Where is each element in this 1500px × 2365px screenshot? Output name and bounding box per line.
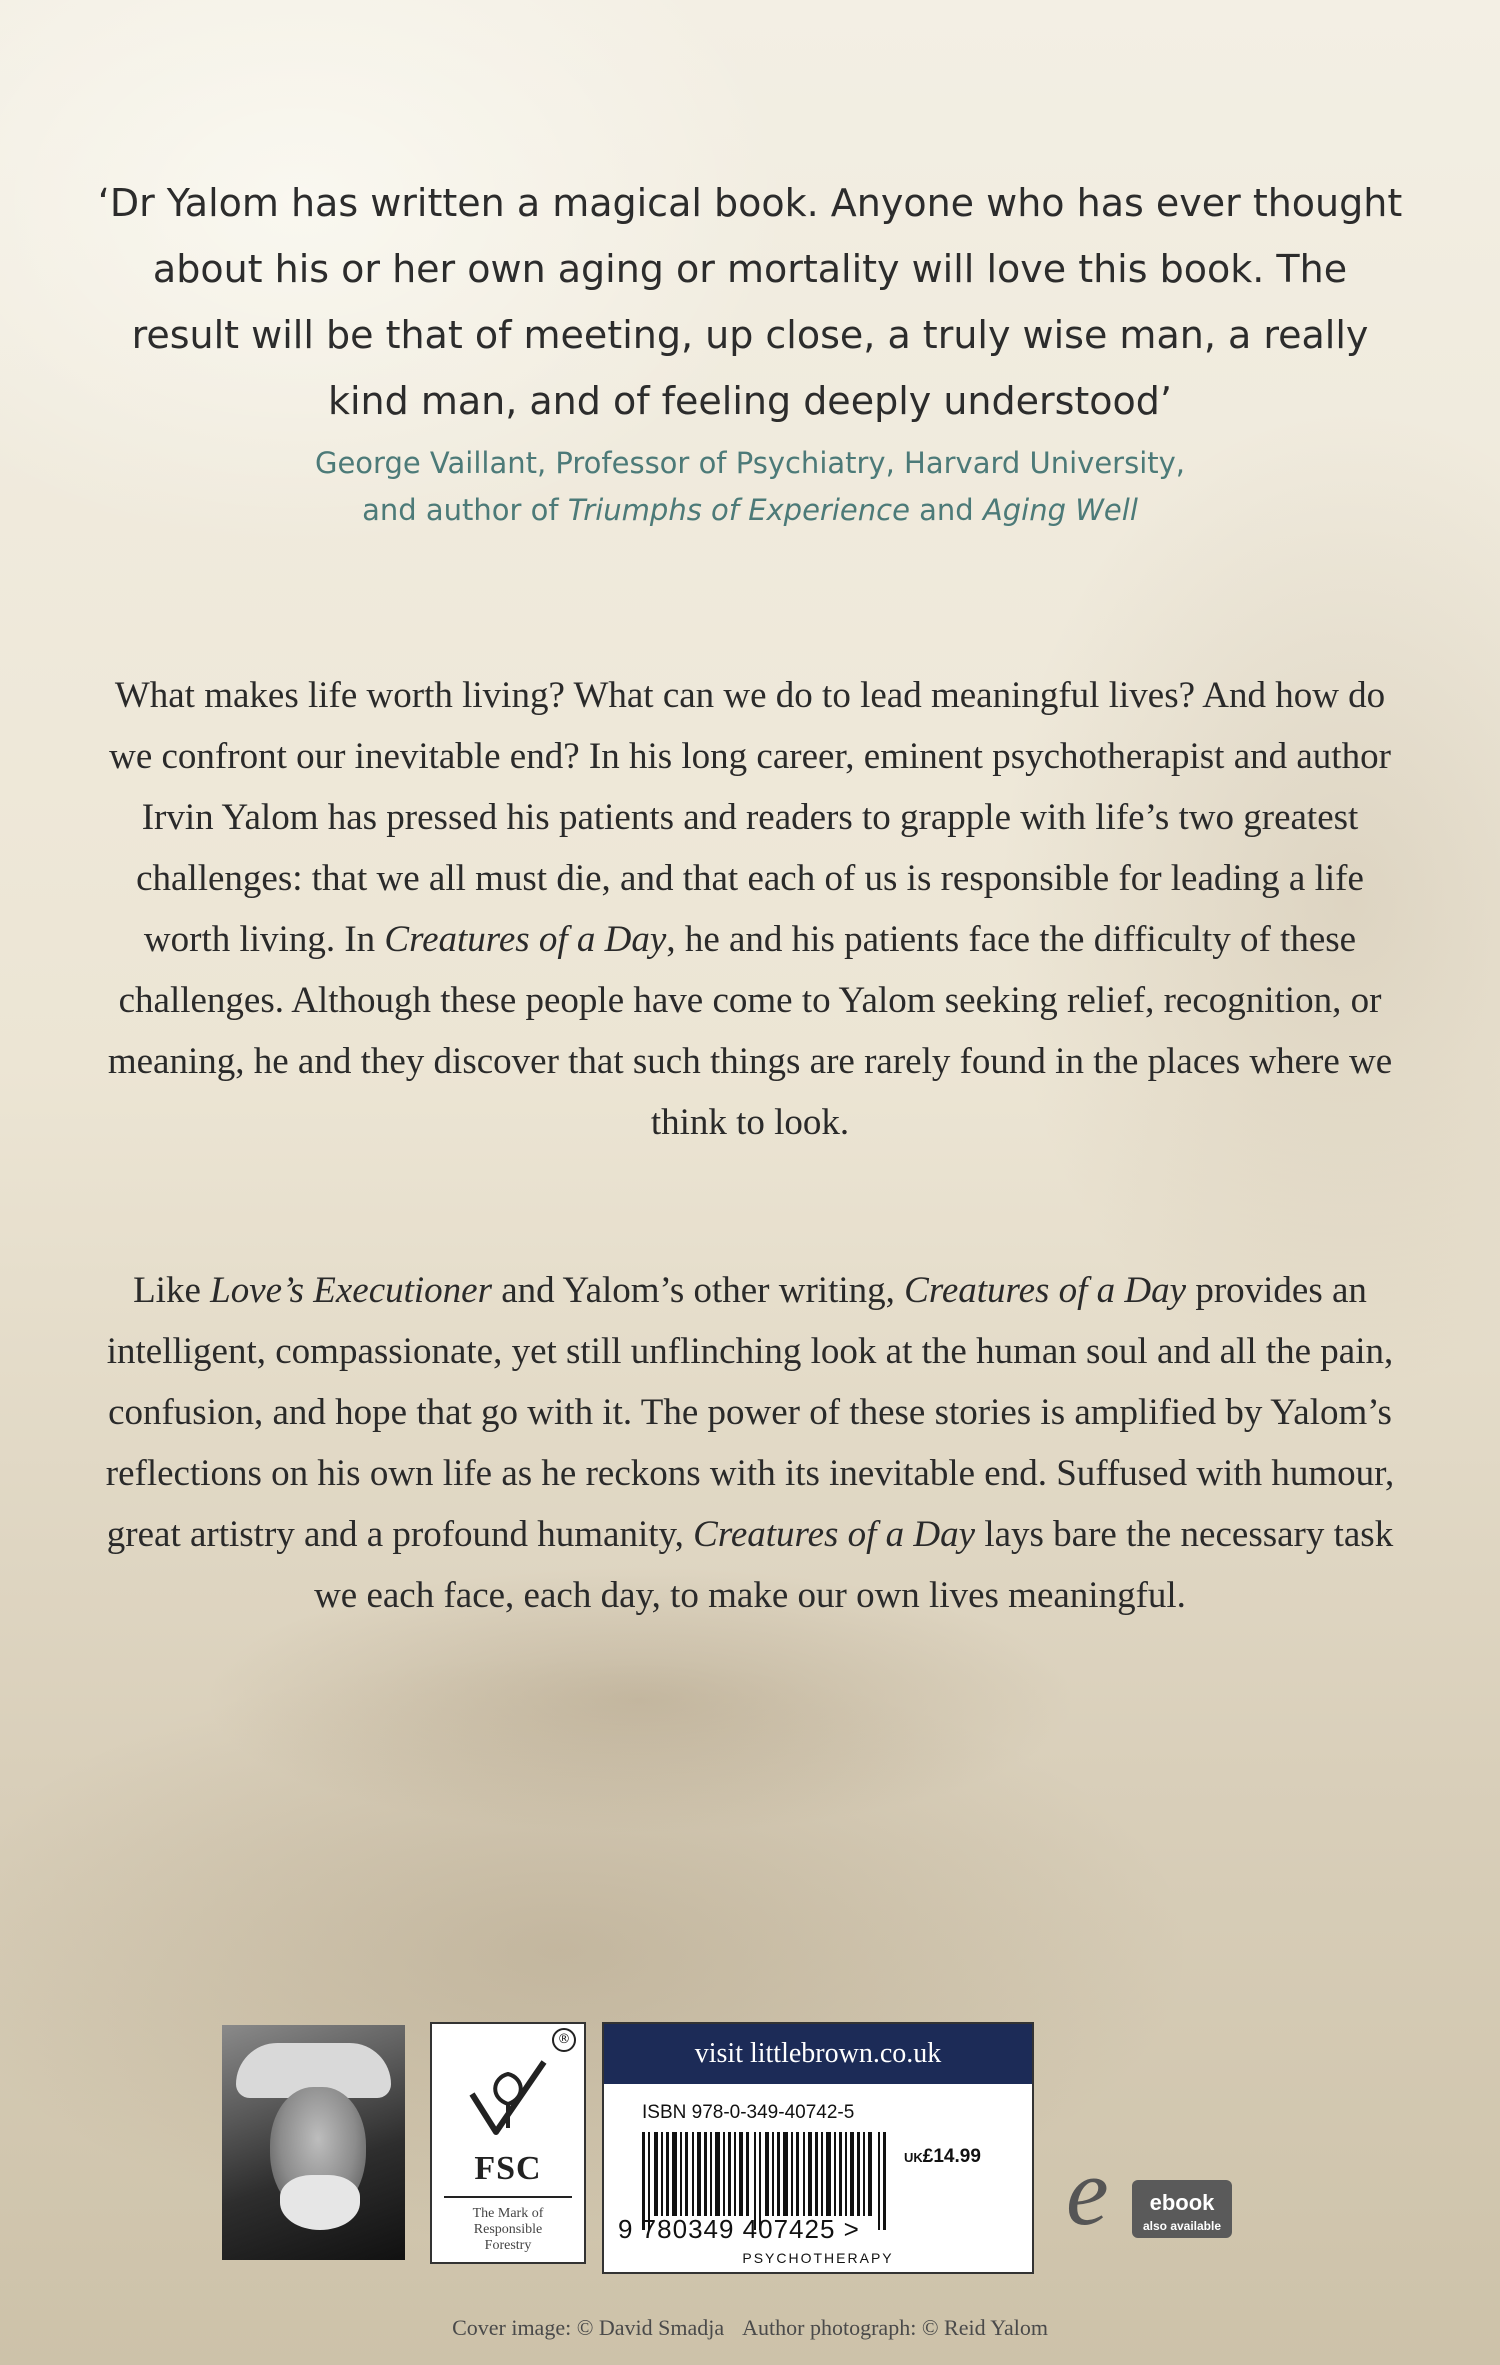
visit-website-link[interactable]: visit littlebrown.co.uk [604, 2024, 1032, 2084]
category-label: PSYCHOTHERAPY [742, 2250, 894, 2266]
ebook-label: ebook [1149, 2190, 1215, 2215]
blurb-p2-title-2: Creatures of a Day [904, 1270, 1187, 1311]
fsc-divider [444, 2196, 572, 2198]
author-photo-credit: Author photograph: © Reid Yalom [742, 2315, 1048, 2340]
cover-image-credit: Cover image: © David Smadja [452, 2315, 725, 2340]
isbn-number: ISBN 978-0-349-40742-5 [642, 2102, 855, 2123]
fsc-logo [430, 2022, 586, 2264]
attribution-prefix: and author of [362, 493, 568, 527]
blurb-paragraph-1 [95, 665, 1405, 1153]
blurb-p2-d: lays bare the necessary task we each face, each day, to make our own lives meaningful. [314, 1514, 1394, 1616]
author-photo [222, 2025, 405, 2260]
blurb-p2-title-3: Creatures of a Day [693, 1514, 976, 1555]
blurb-p2-b: and Yalom’s other writing, [492, 1270, 905, 1311]
review-quote: ‘Dr Yalom has written a magical book. Anyone who has ever thought about his or her own aging or mortality will love this book. The result will be that of meeting, up close, a truly wise man, a really kind man, and of feeling deeply understood’ [97, 181, 1403, 423]
blurb-p1-title: Creatures of a Day [384, 919, 667, 960]
barcode-panel [602, 2022, 1034, 2274]
fsc-mark-text [432, 2206, 584, 2254]
fsc-text: FSC [474, 2150, 542, 2187]
attribution-line-1: George Vaillant, Professor of Psychiatry, Harvard University, [314, 446, 1186, 480]
attribution-line-2 [95, 487, 1405, 534]
ebook-sublabel: also available [1142, 2219, 1222, 2233]
price-prefix: UK [904, 2150, 923, 2165]
ebook-icon [1060, 2140, 1238, 2250]
image-credits [95, 2315, 1405, 2341]
book-title-aging-well: Aging Well [982, 493, 1138, 527]
blurb-p1-b: , he and his patients face the difficulty of these challenges. Although these people have come to Yalom seeking relief, recognition, or meaning, he and they discover that such things are rarely found in the places where we think to look. [107, 919, 1393, 1143]
blurb-paragraph-2 [95, 1260, 1405, 1626]
blurb-p1-a: What makes life worth living? What can we do to lead meaningful lives? And how do we confront our inevitable end? In his long career, eminent psychotherapist and author Irvin Yalom has pressed his patients and readers to grapple with life’s two greatest challenges: that we all must die, and that each of us is responsible for leading a life worth living. In [109, 675, 1391, 960]
tree-check-icon [462, 2054, 554, 2146]
author-beard [280, 2175, 360, 2230]
quote-attribution [95, 440, 1405, 534]
blurb-p2-a: Like [133, 1270, 211, 1311]
registered-mark: ® [552, 2028, 576, 2052]
barcode-digits: 9 780349 407425 > [618, 2214, 860, 2244]
price-label [904, 2146, 981, 2168]
book-title-triumphs: Triumphs of Experience [567, 493, 910, 527]
fsc-mark-line-2: Responsible [473, 2222, 543, 2237]
ebook-letter: e [1066, 2140, 1109, 2245]
price-value: £14.99 [922, 2146, 981, 2167]
blurb-p2-c: provides an intelligent, compassionate, yet still unflinching look at the human soul and all the pain, confusion, and hope that go with it. The power of these stories is amplified by Yalom’s reflections on his own life as he reckons with its inevitable end. Suffused with humour, great artistry and a profound humanity, [105, 1270, 1395, 1555]
fsc-mark-line-1: The Mark of [472, 2206, 544, 2221]
fsc-mark-line-3: Forestry [484, 2238, 532, 2253]
blurb-p2-title-1: Love’s Executioner [210, 1270, 492, 1311]
attribution-and: and [909, 493, 983, 527]
